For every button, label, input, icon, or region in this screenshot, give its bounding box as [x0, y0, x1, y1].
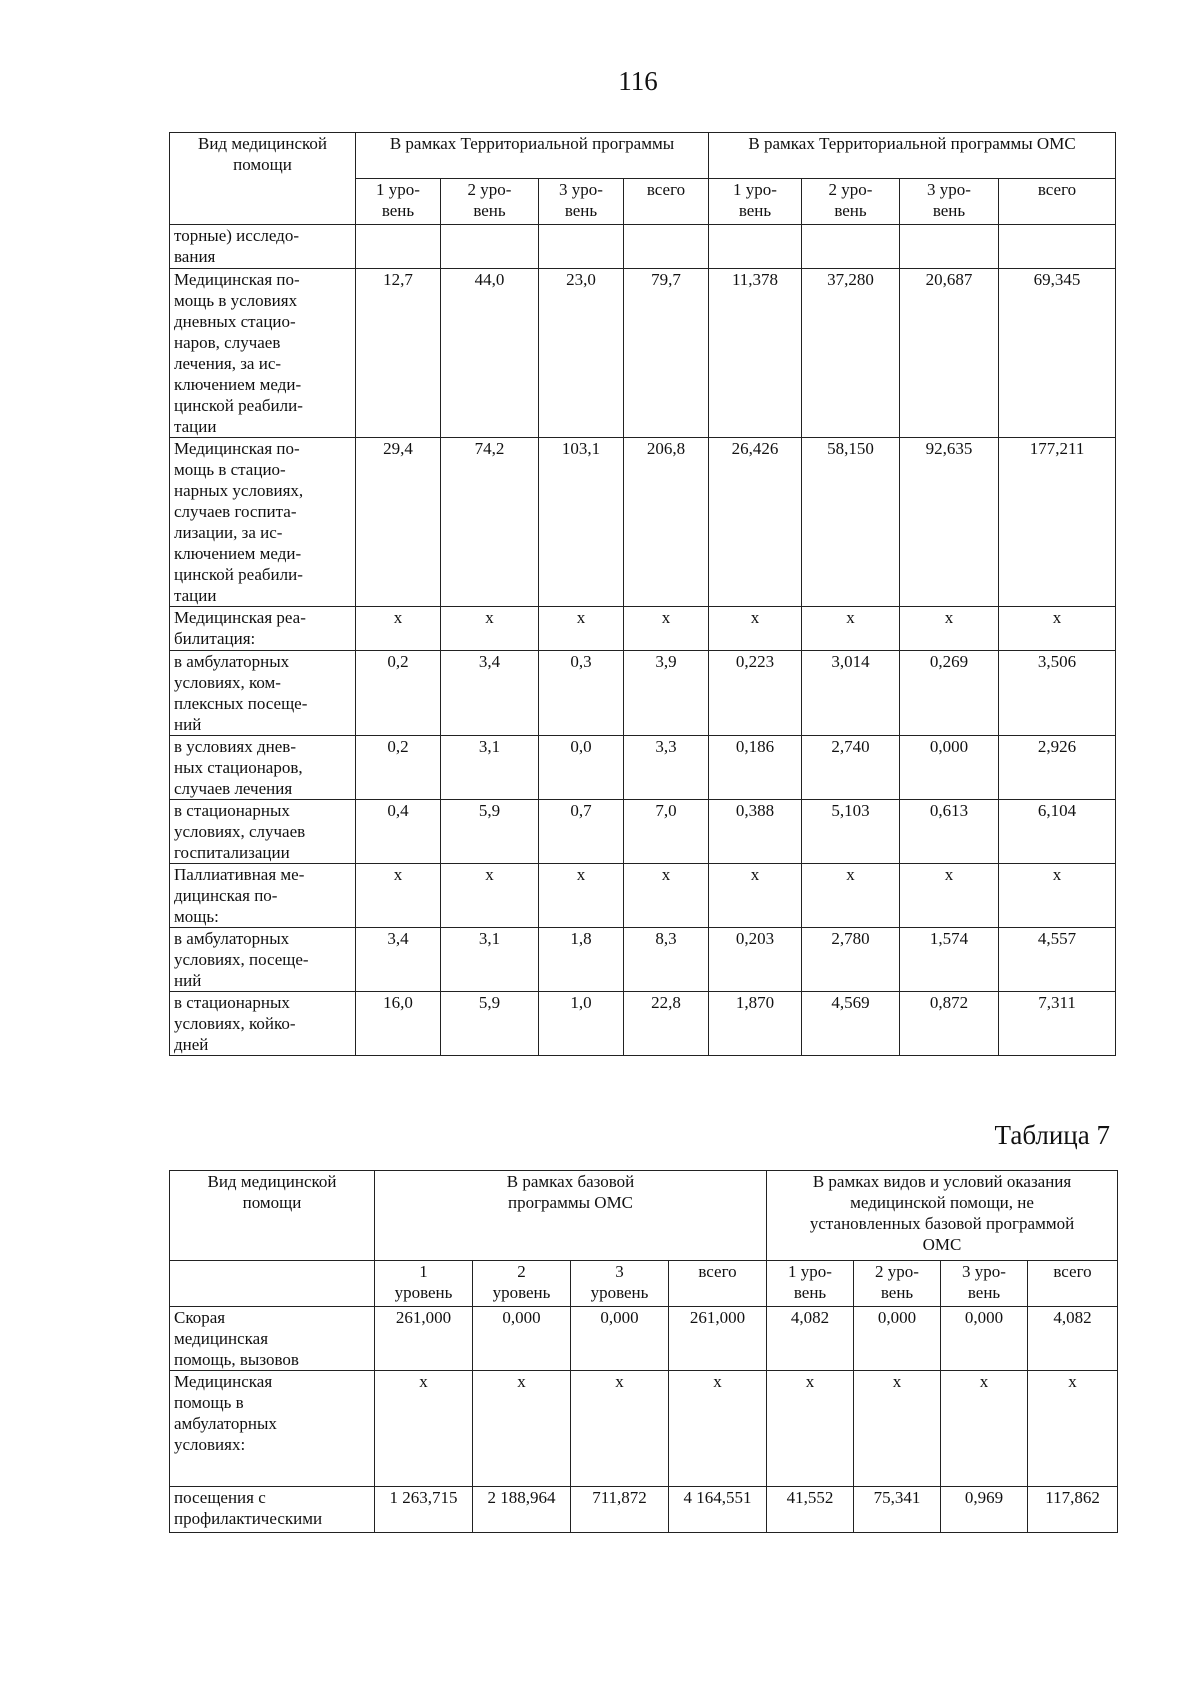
t6-subheader: 2 уро- вень [441, 179, 539, 225]
cell-value: 4 164,551 [669, 1487, 767, 1533]
cell-value: х [900, 864, 999, 928]
cell-value: 0,4 [356, 800, 441, 864]
table-row [170, 736, 1116, 800]
cell-value: 0,269 [900, 651, 999, 736]
cell-value: х [941, 1371, 1028, 1487]
cell-value: 26,426 [709, 438, 802, 607]
cell-value: 69,345 [999, 269, 1116, 438]
t6-subheader: всего [624, 179, 709, 225]
cell-value: х [802, 607, 900, 651]
table-row [170, 269, 1116, 438]
cell-value: 0,2 [356, 651, 441, 736]
cell-value: 37,280 [802, 269, 900, 438]
cell-value: 0,3 [539, 651, 624, 736]
cell-value: 0,000 [941, 1307, 1028, 1371]
row-label: торные) исследо- вания [170, 225, 356, 269]
cell-value: 1,8 [539, 928, 624, 992]
t6-subheader: 2 уро- вень [802, 179, 900, 225]
cell-value [441, 225, 539, 269]
row-label: Медицинская реа- билитация: [170, 607, 356, 651]
cell-value: 3,4 [356, 928, 441, 992]
cell-value: х [669, 1371, 767, 1487]
t7-subheader: всего [669, 1261, 767, 1307]
cell-value: 74,2 [441, 438, 539, 607]
cell-value: 5,9 [441, 800, 539, 864]
cell-value: 11,378 [709, 269, 802, 438]
cell-value: х [441, 607, 539, 651]
row-label: Медицинская по- мощь в условиях дневных стацио- наров, случаев лечения, за ис- ключением меди- цинской реабили- тации [170, 269, 356, 438]
cell-value: х [999, 864, 1116, 928]
cell-value: 0,0 [539, 736, 624, 800]
t6-subheader: 1 уро- вень [356, 179, 441, 225]
cell-value: 6,104 [999, 800, 1116, 864]
row-label: в амбулаторных условиях, ком- плексных посеще- ний [170, 651, 356, 736]
cell-value: 1 263,715 [375, 1487, 473, 1533]
cell-value: х [571, 1371, 669, 1487]
t7-subheader: 2 уровень [473, 1261, 571, 1307]
cell-value: 23,0 [539, 269, 624, 438]
cell-value: х [802, 864, 900, 928]
table-row [170, 438, 1116, 607]
cell-value [900, 225, 999, 269]
cell-value: 0,7 [539, 800, 624, 864]
cell-value: 16,0 [356, 992, 441, 1056]
t7-subheader: 1 уровень [375, 1261, 473, 1307]
t6-header-col0: Вид медицинской помощи [170, 133, 356, 225]
cell-value: 20,687 [900, 269, 999, 438]
cell-value: 4,569 [802, 992, 900, 1056]
row-label: Медицинская по- мощь в стацио- нарных условиях, случаев госпита- лизации, за ис- ключением меди- цинской реабили- тации [170, 438, 356, 607]
t7-subheader: 3 уровень [571, 1261, 669, 1307]
cell-value: х [1028, 1371, 1118, 1487]
cell-value: х [441, 864, 539, 928]
cell-value: 7,0 [624, 800, 709, 864]
cell-value: 206,8 [624, 438, 709, 607]
table-row [170, 225, 1116, 269]
cell-value: 92,635 [900, 438, 999, 607]
cell-value [539, 225, 624, 269]
t7-header-col0-empty [170, 1261, 375, 1307]
t7-subheader: 2 уро- вень [854, 1261, 941, 1307]
row-label: Скорая медицинская помощь, вызовов [170, 1307, 375, 1371]
cell-value: 3,4 [441, 651, 539, 736]
cell-value: х [900, 607, 999, 651]
cell-value: х [356, 864, 441, 928]
cell-value: 261,000 [669, 1307, 767, 1371]
t6-subheader: 3 уро- вень [539, 179, 624, 225]
t7-subheader: всего [1028, 1261, 1118, 1307]
cell-value: 41,552 [767, 1487, 854, 1533]
cell-value: 75,341 [854, 1487, 941, 1533]
cell-value: 711,872 [571, 1487, 669, 1533]
cell-value [802, 225, 900, 269]
cell-value: 0,186 [709, 736, 802, 800]
cell-value: 0,613 [900, 800, 999, 864]
cell-value: 58,150 [802, 438, 900, 607]
row-label: посещения с профилактическими [170, 1487, 375, 1533]
cell-value: 2,780 [802, 928, 900, 992]
cell-value: х [539, 864, 624, 928]
row-label: в стационарных условиях, койко- дней [170, 992, 356, 1056]
row-label: в условиях днев- ных стационаров, случаев лечения [170, 736, 356, 800]
table-row [170, 992, 1116, 1056]
cell-value: 0,000 [571, 1307, 669, 1371]
cell-value: х [767, 1371, 854, 1487]
cell-value: 0,000 [854, 1307, 941, 1371]
row-label: в стационарных условиях, случаев госпитализации [170, 800, 356, 864]
cell-value: 2 188,964 [473, 1487, 571, 1533]
cell-value: 103,1 [539, 438, 624, 607]
cell-value: 1,574 [900, 928, 999, 992]
cell-value [356, 225, 441, 269]
cell-value: 3,1 [441, 928, 539, 992]
cell-value: 4,082 [1028, 1307, 1118, 1371]
cell-value: х [539, 607, 624, 651]
cell-value: 0,388 [709, 800, 802, 864]
cell-value: 0,203 [709, 928, 802, 992]
cell-value: 0,000 [473, 1307, 571, 1371]
cell-value: 0,969 [941, 1487, 1028, 1533]
cell-value: 1,870 [709, 992, 802, 1056]
t6-subheader: всего [999, 179, 1116, 225]
table-row [170, 1487, 1118, 1533]
cell-value: 261,000 [375, 1307, 473, 1371]
cell-value: 117,862 [1028, 1487, 1118, 1533]
table-row [170, 864, 1116, 928]
cell-value: 5,103 [802, 800, 900, 864]
cell-value: х [624, 864, 709, 928]
table-7-caption: Таблица 7 [994, 1120, 1110, 1150]
cell-value: 2,926 [999, 736, 1116, 800]
cell-value: 3,506 [999, 651, 1116, 736]
cell-value: 177,211 [999, 438, 1116, 607]
cell-value: 5,9 [441, 992, 539, 1056]
cell-value: 3,9 [624, 651, 709, 736]
t6-header-group2: В рамках Территориальной программы ОМС [709, 133, 1116, 179]
cell-value: х [356, 607, 441, 651]
cell-value: х [375, 1371, 473, 1487]
cell-value: 0,000 [900, 736, 999, 800]
cell-value: х [709, 864, 802, 928]
t7-header-col0: Вид медицинской помощи [170, 1171, 375, 1261]
cell-value: х [624, 607, 709, 651]
cell-value [624, 225, 709, 269]
cell-value [709, 225, 802, 269]
cell-value: 79,7 [624, 269, 709, 438]
cell-value: х [473, 1371, 571, 1487]
cell-value: 0,872 [900, 992, 999, 1056]
cell-value: 12,7 [356, 269, 441, 438]
cell-value: 29,4 [356, 438, 441, 607]
t7-header-group2: В рамках видов и условий оказания медицинской помощи, не установленных базовой программой ОМС [767, 1171, 1118, 1261]
cell-value: 22,8 [624, 992, 709, 1056]
table-row [170, 1307, 1118, 1371]
table-row [170, 1371, 1118, 1487]
cell-value: 44,0 [441, 269, 539, 438]
row-label: Медицинская помощь в амбулаторных условиях: [170, 1371, 375, 1487]
t7-subheader: 1 уро- вень [767, 1261, 854, 1307]
cell-value: 0,2 [356, 736, 441, 800]
table-row [170, 607, 1116, 651]
cell-value: 7,311 [999, 992, 1116, 1056]
t6-header-group1: В рамках Территориальной программы [356, 133, 709, 179]
table-7 [169, 1170, 1118, 1533]
table-row [170, 928, 1116, 992]
cell-value: х [999, 607, 1116, 651]
cell-value: 3,3 [624, 736, 709, 800]
row-label: в амбулаторных условиях, посеще- ний [170, 928, 356, 992]
page-number: 116 [618, 66, 658, 96]
t7-subheader: 3 уро- вень [941, 1261, 1028, 1307]
cell-value: 1,0 [539, 992, 624, 1056]
cell-value: х [709, 607, 802, 651]
cell-value: 2,740 [802, 736, 900, 800]
t7-header-group1: В рамках базовой программы ОМС [375, 1171, 767, 1261]
cell-value: 4,557 [999, 928, 1116, 992]
cell-value: 8,3 [624, 928, 709, 992]
table-row [170, 651, 1116, 736]
table-row [170, 800, 1116, 864]
table-6 [169, 132, 1116, 1056]
cell-value [999, 225, 1116, 269]
cell-value: х [854, 1371, 941, 1487]
cell-value: 4,082 [767, 1307, 854, 1371]
row-label: Паллиативная ме- дицинская по- мощь: [170, 864, 356, 928]
cell-value: 3,1 [441, 736, 539, 800]
t6-subheader: 3 уро- вень [900, 179, 999, 225]
cell-value: 0,223 [709, 651, 802, 736]
t6-subheader: 1 уро- вень [709, 179, 802, 225]
cell-value: 3,014 [802, 651, 900, 736]
